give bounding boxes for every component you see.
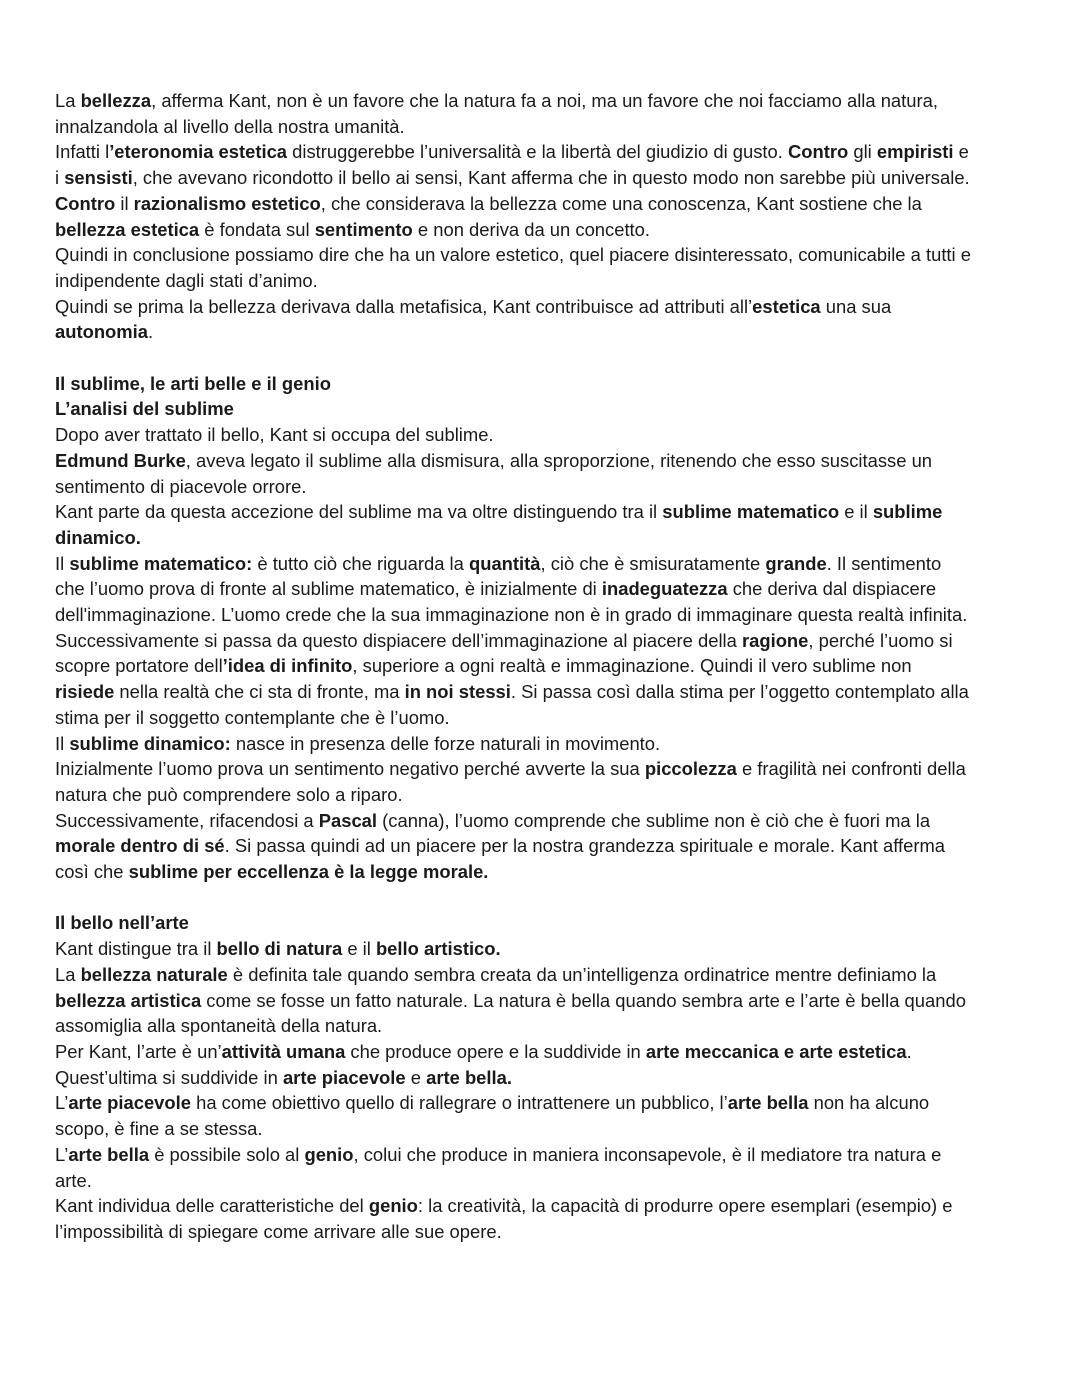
paragraph bbox=[55, 962, 1030, 1039]
text-run: nella realtà che ci sta di fronte, ma bbox=[114, 681, 405, 703]
text-run: gli bbox=[848, 141, 877, 163]
text-run: L’ bbox=[55, 1092, 69, 1114]
text-run: Kant distingue tra il bbox=[55, 938, 217, 960]
text-line bbox=[55, 808, 1030, 834]
text-line bbox=[55, 602, 1030, 628]
text-line bbox=[55, 910, 1030, 936]
text-run: Quindi se prima la bellezza derivava dalla metafisica, Kant contribuisce ad attributi all’ bbox=[55, 295, 753, 317]
bold-text-run: Pascal bbox=[318, 809, 378, 831]
text-line bbox=[55, 114, 1030, 140]
text-run: e bbox=[953, 141, 969, 163]
text-run: Kant parte da questa accezione del sublime ma va oltre distinguendo tra il bbox=[55, 501, 663, 523]
text-run: assomiglia alla spontaneità della natura. bbox=[55, 1015, 383, 1037]
bold-text-run: arte bella bbox=[727, 1092, 809, 1114]
paragraph bbox=[55, 448, 1030, 499]
text-line bbox=[55, 576, 1030, 602]
bold-text-run: L’analisi del sublime bbox=[55, 398, 234, 420]
text-run: : la creatività, la capacità di produrre opere esemplari (esempio) e bbox=[417, 1195, 953, 1217]
text-run: arte. bbox=[55, 1169, 92, 1191]
bold-text-run: sublime bbox=[872, 501, 943, 523]
paragraph bbox=[55, 910, 1030, 936]
text-run: come se fosse un fatto naturale. La natura è bella quando sembra arte e l’arte è bella quando bbox=[201, 989, 966, 1011]
text-run: , perché l’uomo si bbox=[808, 629, 953, 651]
paragraph bbox=[55, 191, 1030, 242]
text-run: è fondata sul bbox=[199, 218, 315, 240]
text-line bbox=[55, 833, 1030, 859]
bold-text-run: bello di natura bbox=[216, 938, 343, 960]
paragraph bbox=[55, 551, 1030, 731]
bold-text-run: piccolezza bbox=[644, 758, 737, 780]
text-run: Successivamente si passa da questo dispiacere dell’immaginazione al piacere della bbox=[55, 629, 742, 651]
paragraph bbox=[55, 88, 1030, 139]
text-line bbox=[55, 499, 1030, 525]
text-run: e il bbox=[342, 938, 376, 960]
text-line bbox=[55, 756, 1030, 782]
paragraph bbox=[55, 371, 1030, 397]
bold-text-run: arte piacevole bbox=[282, 1066, 406, 1088]
text-run: che l’uomo prova di fronte al sublime matematico, è inizialmente di bbox=[55, 578, 602, 600]
bold-text-run: quantità bbox=[468, 552, 541, 574]
bold-text-run: in noi stessi bbox=[404, 681, 511, 703]
text-run: ha come obiettivo quello di rallegrare o intrattenere un pubblico, l’ bbox=[191, 1092, 728, 1114]
text-run: Il bbox=[55, 732, 70, 754]
bold-text-run: bellezza bbox=[80, 90, 152, 111]
bold-text-run: Edmund Burke bbox=[55, 449, 186, 471]
text-run: l’impossibilità di spiegare come arrivare alle sue opere. bbox=[55, 1220, 502, 1242]
text-line bbox=[55, 165, 1030, 191]
text-run: che deriva dal dispiacere bbox=[727, 578, 937, 600]
text-run: , che avevano ricondotto il bello ai sensi, Kant afferma che in questo modo non sarebbe più universale. bbox=[132, 167, 970, 189]
bold-text-run: sentimento bbox=[314, 218, 413, 240]
bold-text-run: bellezza estetica bbox=[55, 218, 200, 240]
text-line bbox=[55, 371, 1030, 397]
text-run: dell'immaginazione. L’uomo crede che la sua immaginazione non è in grado di immaginare questa realtà infinita. bbox=[55, 604, 968, 626]
text-run: che produce opere e la suddivide in bbox=[345, 1040, 646, 1062]
text-line bbox=[55, 628, 1030, 654]
text-run: . Il sentimento bbox=[826, 552, 942, 574]
bold-text-run: arte bella. bbox=[426, 1066, 512, 1088]
text-run: nasce in presenza delle forze naturali in movimento. bbox=[230, 732, 661, 754]
bold-text-run: sublime per eccellenza è la legge morale. bbox=[128, 861, 489, 883]
text-run: distruggerebbe l’universalità e la libertà del giudizio di gusto. bbox=[287, 141, 788, 163]
text-run: è definita tale quando sembra creata da un’intelligenza ordinatrice mentre definiamo la bbox=[227, 963, 937, 985]
text-run: Per Kant, l’arte è un’ bbox=[55, 1040, 222, 1062]
text-line bbox=[55, 88, 1030, 114]
text-run: , aveva legato il sublime alla dismisura, alla sproporzione, ritenendo che esso suscitasse un bbox=[185, 449, 933, 471]
text-line bbox=[55, 782, 1030, 808]
bold-text-run: Il sublime, le arti belle e il genio bbox=[55, 372, 331, 394]
text-run: innalzandola al livello della nostra umanità. bbox=[55, 115, 405, 137]
text-run: è possibile solo al bbox=[149, 1143, 305, 1165]
text-run: Il bbox=[55, 552, 70, 574]
bold-text-run: bellezza naturale bbox=[80, 963, 228, 985]
text-run: . bbox=[147, 321, 154, 343]
text-line bbox=[55, 731, 1030, 757]
text-run: il bbox=[115, 192, 134, 214]
text-line bbox=[55, 474, 1030, 500]
text-line bbox=[55, 551, 1030, 577]
text-line bbox=[55, 859, 1030, 885]
text-run: , superiore a ogni realtà e immaginazione. Quindi il vero sublime non bbox=[352, 655, 912, 677]
text-run: e fragilità nei confronti della bbox=[736, 758, 966, 780]
paragraph bbox=[55, 396, 1030, 422]
text-run: e il bbox=[839, 501, 873, 523]
bold-text-run: empiristi bbox=[876, 141, 954, 163]
text-run: e non deriva da un concetto. bbox=[412, 218, 650, 240]
text-run: . Si passa così dalla stima per l’oggetto contemplato alla bbox=[510, 681, 969, 703]
text-run: , ciò che è smisuratamente bbox=[540, 552, 766, 574]
bold-text-run: ’idea di infinito bbox=[222, 655, 353, 677]
text-line bbox=[55, 525, 1030, 551]
text-line bbox=[55, 191, 1030, 217]
bold-text-run: Contro bbox=[787, 141, 849, 163]
bold-text-run: ’eteronomia estetica bbox=[109, 141, 288, 163]
text-run: Dopo aver trattato il bello, Kant si occupa del sublime. bbox=[55, 424, 494, 446]
blank-line bbox=[55, 345, 1030, 371]
text-run: e bbox=[405, 1066, 427, 1088]
bold-text-run: sublime dinamico: bbox=[69, 732, 231, 754]
bold-text-run: arte piacevole bbox=[68, 1092, 191, 1114]
text-run: La bbox=[55, 90, 81, 111]
text-line bbox=[55, 268, 1030, 294]
text-run: , afferma Kant, non è un favore che la natura fa a noi, ma un favore che noi facciamo alla natura, bbox=[151, 90, 938, 111]
text-run: La bbox=[55, 963, 81, 985]
paragraph bbox=[55, 1039, 1030, 1065]
blank-line bbox=[55, 885, 1030, 911]
bold-text-run: autonomia bbox=[55, 321, 148, 343]
text-line bbox=[55, 1142, 1030, 1168]
text-line bbox=[55, 1090, 1030, 1116]
document-page bbox=[55, 88, 1030, 1245]
paragraph bbox=[55, 1142, 1030, 1193]
text-run: una sua bbox=[820, 295, 892, 317]
text-run: così che bbox=[55, 861, 129, 883]
bold-text-run: Contro bbox=[55, 192, 116, 214]
text-line bbox=[55, 1219, 1030, 1245]
paragraph bbox=[55, 1193, 1030, 1244]
text-line bbox=[55, 653, 1030, 679]
text-line bbox=[55, 988, 1030, 1014]
text-run: scopre portatore dell bbox=[55, 655, 223, 677]
bold-text-run: bello artistico. bbox=[375, 938, 501, 960]
text-run: non ha alcuno bbox=[808, 1092, 930, 1114]
paragraph bbox=[55, 1065, 1030, 1091]
bold-text-run: risiede bbox=[55, 681, 115, 703]
bold-text-run: arte meccanica e arte estetica bbox=[645, 1040, 907, 1062]
text-line bbox=[55, 217, 1030, 243]
text-line bbox=[55, 1193, 1030, 1219]
text-run: . bbox=[906, 1040, 912, 1062]
text-run: sentimento di piacevole orrore. bbox=[55, 475, 307, 497]
text-line bbox=[55, 1065, 1030, 1091]
text-line bbox=[55, 679, 1030, 705]
bold-text-run: Il bello nell’arte bbox=[55, 912, 189, 934]
text-run: Successivamente, rifacendosi a bbox=[55, 809, 319, 831]
text-run: natura che può comprendere solo a riparo. bbox=[55, 783, 403, 805]
text-run: (canna), l’uomo comprende che sublime non è ciò che è fuori ma la bbox=[377, 809, 931, 831]
text-run: Quindi in conclusione possiamo dire che ha un valore estetico, quel piacere disinteressato, comunicabile a tutti e bbox=[55, 244, 971, 266]
text-line bbox=[55, 448, 1030, 474]
text-line bbox=[55, 936, 1030, 962]
text-run: Inizialmente l’uomo prova un sentimento negativo perché avverte la sua bbox=[55, 758, 645, 780]
text-line bbox=[55, 294, 1030, 320]
bold-text-run: genio bbox=[368, 1195, 418, 1217]
paragraph bbox=[55, 294, 1030, 345]
bold-text-run: sensisti bbox=[64, 167, 133, 189]
bold-text-run: arte bella bbox=[68, 1143, 150, 1165]
bold-text-run: razionalismo estetico bbox=[133, 192, 321, 214]
paragraph bbox=[55, 1090, 1030, 1141]
text-run: è tutto ciò che riguarda la bbox=[252, 552, 469, 574]
paragraph bbox=[55, 139, 1030, 190]
text-run: . Si passa quindi ad un piacere per la nostra grandezza spirituale e morale. Kant afferma bbox=[224, 835, 946, 857]
paragraph bbox=[55, 499, 1030, 550]
text-run: L’ bbox=[55, 1143, 69, 1165]
text-line bbox=[55, 422, 1030, 448]
bold-text-run: attività umana bbox=[221, 1040, 346, 1062]
text-line bbox=[55, 1039, 1030, 1065]
text-run: Quest’ultima si suddivide in bbox=[55, 1066, 283, 1088]
bold-text-run: morale dentro di sé bbox=[55, 835, 225, 857]
text-line bbox=[55, 1168, 1030, 1194]
bold-text-run: grande bbox=[765, 552, 827, 574]
bold-text-run: sublime matematico: bbox=[69, 552, 253, 574]
paragraph bbox=[55, 422, 1030, 448]
text-line bbox=[55, 705, 1030, 731]
text-line bbox=[55, 396, 1030, 422]
text-run: , che considerava la bellezza come una conoscenza, Kant sostiene che la bbox=[320, 192, 922, 214]
paragraph bbox=[55, 731, 1030, 757]
text-line bbox=[55, 242, 1030, 268]
text-run: stima per il soggetto contemplante che è l’uomo. bbox=[55, 706, 450, 728]
paragraph bbox=[55, 936, 1030, 962]
text-line bbox=[55, 1116, 1030, 1142]
text-run: i bbox=[55, 167, 65, 189]
text-run: Kant individua delle caratteristiche del bbox=[55, 1195, 369, 1217]
bold-text-run: genio bbox=[304, 1143, 354, 1165]
text-run: Infatti l bbox=[55, 141, 110, 163]
text-line bbox=[55, 319, 1030, 345]
bold-text-run: estetica bbox=[752, 295, 821, 317]
bold-text-run: bellezza artistica bbox=[55, 989, 202, 1011]
paragraph bbox=[55, 808, 1030, 885]
bold-text-run: ragione bbox=[741, 629, 809, 651]
text-line bbox=[55, 962, 1030, 988]
bold-text-run: inadeguatezza bbox=[601, 578, 728, 600]
bold-text-run: dinamico. bbox=[55, 526, 141, 548]
paragraph bbox=[55, 756, 1030, 807]
text-run: indipendente dagli stati d’animo. bbox=[55, 269, 318, 291]
paragraph bbox=[55, 242, 1030, 293]
text-run: , colui che produce in maniera inconsapevole, è il mediatore tra natura e bbox=[353, 1143, 942, 1165]
text-run: scopo, è fine a se stessa. bbox=[55, 1118, 263, 1140]
bold-text-run: sublime matematico bbox=[662, 501, 840, 523]
text-line bbox=[55, 1013, 1030, 1039]
text-line bbox=[55, 139, 1030, 165]
